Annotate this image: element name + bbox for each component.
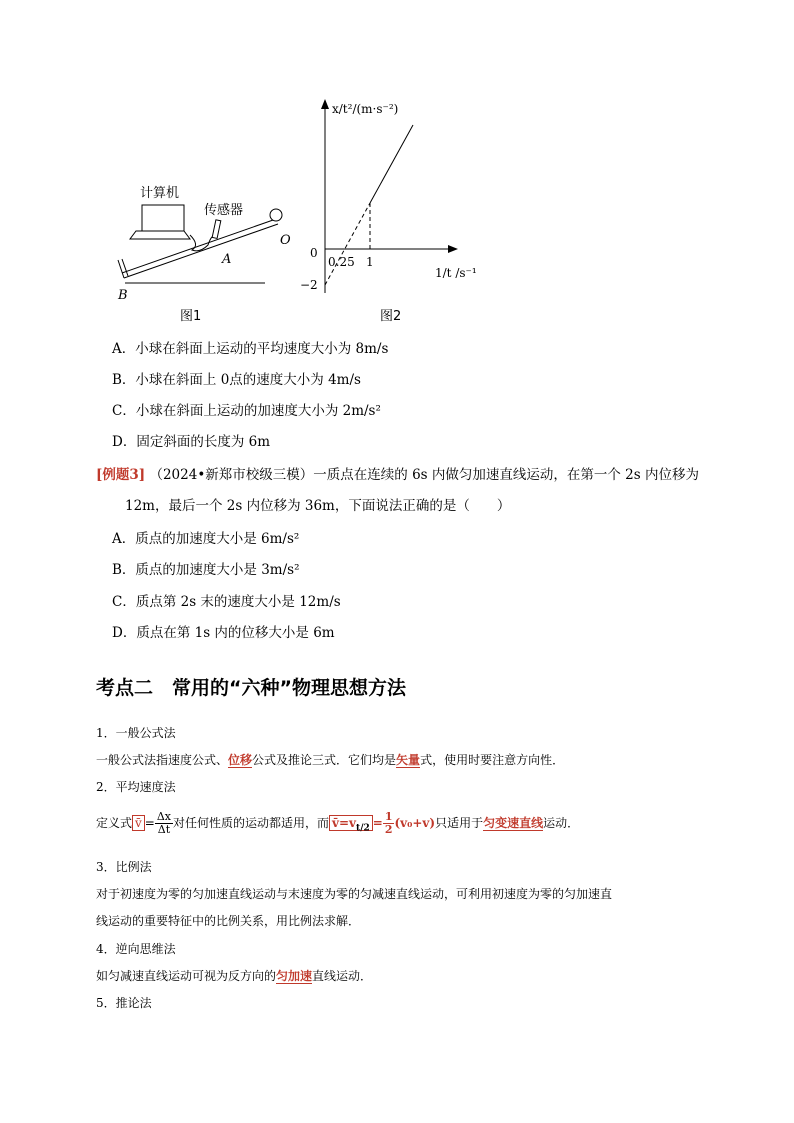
item2-sub: t/2 bbox=[356, 823, 370, 834]
item4-text-a: 如匀减速直线运动可视为反方向的 bbox=[96, 969, 277, 983]
item2-eq2: = bbox=[372, 816, 383, 830]
item5-title: 5．推论法 bbox=[96, 996, 152, 1010]
item3-line1: 对于初速度为零的匀加速直线运动与末速度为零的匀减速直线运动，可利用初速度为零的匀加速直 bbox=[96, 887, 613, 901]
example3-line2: 12m，最后一个 2s 内位移为 36m，下面说法正确的是（ ） bbox=[125, 498, 511, 514]
item1-text-a: 一般公式法指速度公式、 bbox=[96, 753, 229, 767]
tick-neg-two: −2 bbox=[300, 278, 318, 292]
tick-zero: 0 bbox=[310, 246, 318, 260]
item2-tail: 只适用于 bbox=[435, 816, 484, 830]
item1-text-c: 式，使用时要注意方向性． bbox=[420, 753, 565, 767]
item4-text bbox=[96, 967, 372, 984]
label-B: B bbox=[118, 288, 128, 303]
item1-red-displacement: 位移 bbox=[228, 753, 253, 767]
example3-header bbox=[96, 463, 699, 483]
label-computer: 计算机 bbox=[140, 186, 180, 201]
item2-paren: (v₀+v) bbox=[394, 816, 436, 830]
example3-option-a: A．质点的加速度大小是 6m/s² bbox=[112, 531, 300, 547]
item2-formula-box bbox=[329, 815, 373, 834]
item2-end: 运动． bbox=[543, 816, 580, 830]
experiment-figure bbox=[100, 95, 520, 330]
example3-line1: （2024•新郑市校级三模）一质点在连续的 6s 内做匀加速直线运动，在第一个 2s 内位移为 bbox=[149, 467, 699, 483]
q2-option-d: D．固定斜面的长度为 6m bbox=[112, 434, 271, 450]
item2-formula: v̄=v bbox=[332, 816, 357, 830]
half-den: 2 bbox=[384, 823, 393, 836]
item2-def: 定义式 bbox=[96, 816, 133, 830]
item3-title: 3．比例法 bbox=[96, 860, 152, 874]
item2-mid: 对任何性质的运动都适用，而 bbox=[173, 816, 330, 830]
example3-label: [例题3] bbox=[96, 467, 146, 483]
q2-option-a: A．小球在斜面上运动的平均速度大小为 8m/s bbox=[112, 341, 389, 357]
item2-red-uniform: 匀变速直线 bbox=[483, 816, 544, 830]
item4-red-accel: 匀加速 bbox=[276, 969, 313, 983]
example3-option-d: D．质点在第 1s 内的位移大小是 6m bbox=[112, 625, 335, 641]
fig2-caption: 图2 bbox=[380, 309, 402, 324]
figure-1-setup bbox=[118, 205, 282, 283]
item2-formula-line bbox=[96, 808, 579, 843]
item1-red-vector: 矢量 bbox=[396, 753, 421, 767]
item2-delta-fraction bbox=[155, 811, 173, 836]
y-axis-label: x/t²/(m·s⁻²) bbox=[332, 102, 399, 116]
example3-option-c: C．质点第 2s 末的速度大小是 12m/s bbox=[112, 594, 341, 610]
item2-title: 2．平均速度法 bbox=[96, 780, 176, 794]
tick-one: 1 bbox=[366, 255, 374, 269]
half-num: 1 bbox=[384, 810, 393, 823]
item2-vbar: v̄ bbox=[132, 815, 145, 831]
label-A: A bbox=[222, 252, 232, 267]
x-axis-label: 1/t /s⁻¹ bbox=[435, 266, 477, 280]
item2-half-fraction bbox=[383, 811, 395, 836]
item1-text bbox=[96, 751, 564, 768]
item4-title: 4．逆向思维法 bbox=[96, 942, 176, 956]
item1-title: 1．一般公式法 bbox=[96, 726, 176, 740]
q2-option-c: C．小球在斜面上运动的加速度大小为 2m/s² bbox=[112, 403, 381, 419]
item3-line2: 线运动的重要特征中的比例关系，用比例法求解． bbox=[96, 914, 361, 928]
q2-option-b: B．小球在斜面上 0点的速度大小为 4m/s bbox=[112, 372, 361, 388]
tick-0-25: 0.25 bbox=[328, 255, 355, 269]
label-sensor: 传感器 bbox=[204, 203, 244, 218]
item2-eq: = bbox=[144, 816, 155, 830]
delta-x: Δx bbox=[156, 810, 172, 823]
fig1-caption: 图1 bbox=[180, 309, 202, 324]
item4-text-b: 直线运动． bbox=[312, 969, 373, 983]
example3-option-b: B．质点的加速度大小是 3m/s² bbox=[112, 562, 300, 578]
delta-t: Δt bbox=[157, 823, 171, 836]
item1-text-b: 公式及推论三式．它们均是 bbox=[252, 753, 397, 767]
label-O: O bbox=[280, 233, 291, 248]
section-title: 考点二 常用的“六种”物理思想方法 bbox=[96, 677, 406, 699]
